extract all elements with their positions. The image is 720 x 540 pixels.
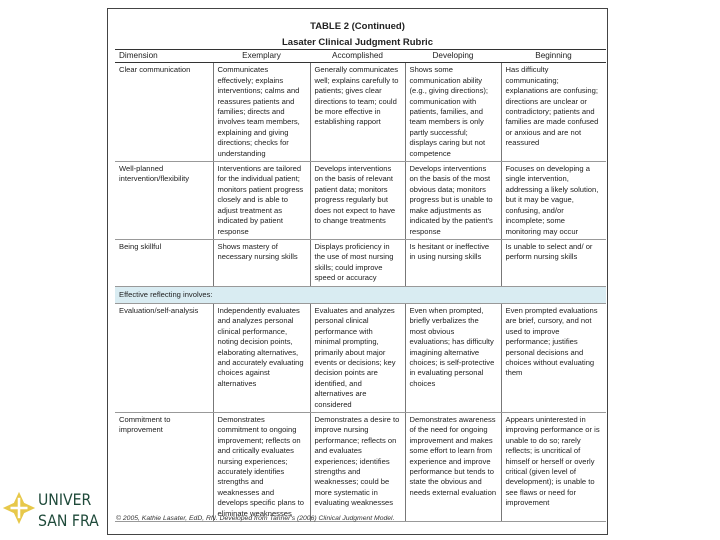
table-title: TABLE 2 (Continued) (310, 21, 405, 32)
accomplished-cell: Generally communicates well; explains carefully to patients; gives clear directions to team; could be more effective in establishing rapport (310, 63, 405, 162)
exemplary-cell: Independently evaluates and analyzes personal clinical performance, noting decision points, elaborating alternatives, and accurately evaluating choices against alternatives (213, 303, 310, 412)
accomplished-cell: Evaluates and analyzes personal clinical performance with minimal prompting, primarily about major events or decisions; key decision points are identified, and alternatives are considered (310, 303, 405, 412)
col-accomplished: Accomplished (310, 50, 405, 63)
rubric-document (107, 8, 608, 535)
dimension-cell: Being skillful (115, 239, 213, 286)
table-row (115, 239, 606, 286)
header-row (115, 50, 606, 63)
dimension-cell: Well-planned intervention/flexibility (115, 162, 213, 240)
beginning-cell: Even prompted evaluations are brief, cursory, and not used to improve performance; justifies personal decisions and choices without evaluating them (501, 303, 606, 412)
developing-cell: Is hesitant or ineffective in using nursing skills (405, 239, 501, 286)
col-exemplary: Exemplary (213, 50, 310, 63)
beginning-cell: Focuses on developing a single intervention, addressing a likely solution, but it may be vague, confusing, and/or incomplete; some monitoring may occur (501, 162, 606, 240)
col-developing: Developing (405, 50, 501, 63)
table-subtitle: Lasater Clinical Judgment Rubric (282, 37, 433, 48)
col-beginning: Beginning (501, 50, 606, 63)
accomplished-cell: Demonstrates a desire to improve nursing performance; reflects on and evaluates experiences; identifies strengths and weaknesses; could be more systematic in evaluating weaknesses (310, 413, 405, 522)
table-row (115, 162, 606, 240)
exemplary-cell: Communicates effectively; explains interventions; calms and reassures patients and families; directs and involves team members, explaining and giving directions; checks for understanding (213, 63, 310, 162)
logo-star-icon (2, 491, 36, 525)
university-logo (2, 488, 105, 534)
exemplary-cell: Interventions are tailored for the individual patient; monitors patient progress closely and is able to adjust treatment as indicated by patient response (213, 162, 310, 240)
beginning-cell: Has difficulty communicating; explanations are confusing; directions are unclear or contradictory; patients and families are made confused or anxious and are not reassured (501, 63, 606, 162)
section-heading: Effective reflecting involves: (115, 286, 606, 303)
section-row (115, 286, 606, 303)
developing-cell: Shows some communication ability (e.g., giving directions); communication with patients, families, and team members is only partly successful; displays caring but not competence (405, 63, 501, 162)
dimension-cell: Clear communication (115, 63, 213, 162)
beginning-cell: Appears uninterested in improving performance or is unable to do so; rarely reflects; is uncritical of himself or herself or overly critical (given level of development); is unable to see flaws or need for improvement (501, 413, 606, 522)
dimension-cell: Commitment to improvement (115, 413, 213, 522)
dimension-cell: Evaluation/self-analysis (115, 303, 213, 412)
beginning-cell: Is unable to select and/ or perform nursing skills (501, 239, 606, 286)
copyright-footnote: © 2005, Kathie Lasater, EdD, RN. Developed from Tanner's (2006) Clinical Judgment Model. (116, 515, 395, 522)
col-dimension: Dimension (115, 50, 213, 63)
exemplary-cell: Shows mastery of necessary nursing skills (213, 239, 310, 286)
accomplished-cell: Displays proficiency in the use of most nursing skills; could improve speed or accuracy (310, 239, 405, 286)
developing-cell: Develops interventions on the basis of the most obvious data; monitors progress but is unable to make adjustments as indicated by the patient's response (405, 162, 501, 240)
table-row (115, 303, 606, 412)
exemplary-cell: Demonstrates commitment to ongoing improvement; reflects on and critically evaluates nursing experiences; accurately identifies strengths and weaknesses and develops specific plans to eliminate weaknesses (213, 413, 310, 522)
rubric-table (115, 49, 606, 522)
logo-text-line2: SAN FRA (38, 511, 99, 530)
table-row (115, 413, 606, 522)
developing-cell: Demonstrates awareness of the need for ongoing improvement and makes some effort to learn from experience and improve performance but tends to state the obvious and needs external evaluation (405, 413, 501, 522)
accomplished-cell: Develops interventions on the basis of relevant patient data; monitors progress regularly but does not expect to have to change treatments (310, 162, 405, 240)
developing-cell: Even when prompted, briefly verbalizes the most obvious evaluations; has difficulty imagining alternative choices; is self-protective in evaluating personal choices (405, 303, 501, 412)
logo-text-line1: UNIVER (38, 490, 92, 509)
table-row (115, 63, 606, 162)
